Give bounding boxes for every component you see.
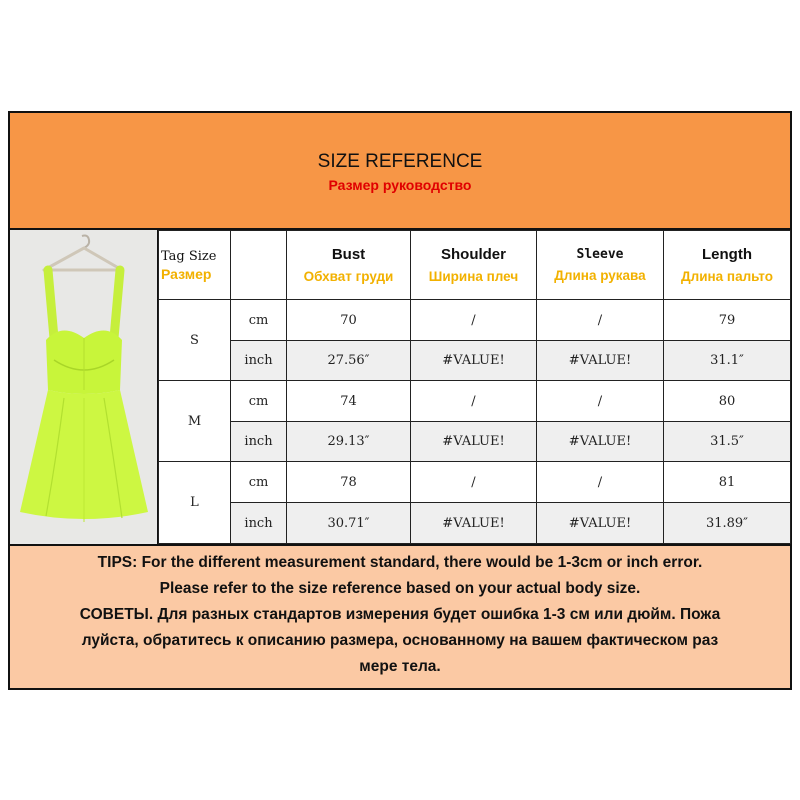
sleeve-cell: #VALUE! bbox=[537, 422, 664, 462]
unit-cell: inch bbox=[231, 341, 287, 381]
tips-line: мере тела. bbox=[359, 658, 441, 675]
shoulder-cell: / bbox=[411, 462, 537, 503]
bust-cell: 74 bbox=[287, 381, 411, 422]
tips-line: TIPS: For the different measurement standard, there would be 1-3cm or inch error. bbox=[97, 554, 703, 571]
length-cell: 80 bbox=[664, 381, 791, 422]
shoulder-cell: / bbox=[411, 381, 537, 422]
table-row bbox=[159, 503, 791, 544]
sleeve-cell: #VALUE! bbox=[537, 503, 664, 544]
shoulder-header: Shoulder Ширина плеч bbox=[411, 231, 537, 300]
bust-cell: 78 bbox=[287, 462, 411, 503]
size-label: S bbox=[159, 300, 231, 381]
unit-cell: inch bbox=[231, 503, 287, 544]
unit-cell: cm bbox=[231, 381, 287, 422]
unit-header bbox=[231, 231, 287, 300]
tips-panel bbox=[10, 544, 790, 688]
product-photo bbox=[10, 230, 158, 544]
table-header-row bbox=[159, 231, 791, 300]
length-cell: 31.5″ bbox=[664, 422, 791, 462]
length-cell: 31.89″ bbox=[664, 503, 791, 544]
page-subtitle: Размер руководство bbox=[328, 177, 472, 193]
sleeve-header: Sleeve Длина рукава bbox=[537, 231, 664, 300]
size-label: L bbox=[159, 462, 231, 544]
tips-line: Please refer to the size reference based on your actual body size. bbox=[159, 580, 641, 597]
shoulder-cell: / bbox=[411, 300, 537, 341]
bust-cell: 30.71″ bbox=[287, 503, 411, 544]
table-row bbox=[159, 381, 791, 422]
bust-header: Bust Обхват груди bbox=[287, 231, 411, 300]
bust-cell: 29.13″ bbox=[287, 422, 411, 462]
table-row bbox=[159, 462, 791, 503]
size-label: M bbox=[159, 381, 231, 462]
page-title: SIZE REFERENCE bbox=[317, 151, 483, 172]
bust-cell: 70 bbox=[287, 300, 411, 341]
tag-size-header: Tag Size Размер bbox=[159, 231, 231, 300]
size-chart bbox=[8, 111, 792, 690]
table-row bbox=[159, 300, 791, 341]
table-row bbox=[159, 422, 791, 462]
sleeve-cell: / bbox=[537, 300, 664, 341]
shoulder-cell: #VALUE! bbox=[411, 341, 537, 381]
sleeve-cell: / bbox=[537, 462, 664, 503]
unit-cell: inch bbox=[231, 422, 287, 462]
size-chart-header bbox=[10, 113, 790, 230]
sleeve-cell: / bbox=[537, 381, 664, 422]
bust-cell: 27.56″ bbox=[287, 341, 411, 381]
size-table bbox=[158, 230, 791, 544]
unit-cell: cm bbox=[231, 300, 287, 341]
tips-line: СОВЕТЫ. Для разных стандартов измерения будет ошибка 1-3 см или дюйм. Пожа bbox=[79, 606, 721, 623]
length-header: Length Длина пальто bbox=[664, 231, 791, 300]
tips-line: луйста, обратитесь к описанию размера, основанному на вашем фактическом раз bbox=[81, 632, 719, 649]
length-cell: 81 bbox=[664, 462, 791, 503]
length-cell: 79 bbox=[664, 300, 791, 341]
sleeve-cell: #VALUE! bbox=[537, 341, 664, 381]
shoulder-cell: #VALUE! bbox=[411, 422, 537, 462]
table-row bbox=[159, 341, 791, 381]
unit-cell: cm bbox=[231, 462, 287, 503]
length-cell: 31.1″ bbox=[664, 341, 791, 381]
shoulder-cell: #VALUE! bbox=[411, 503, 537, 544]
neon-green-dress-on-hanger-icon bbox=[10, 230, 156, 542]
